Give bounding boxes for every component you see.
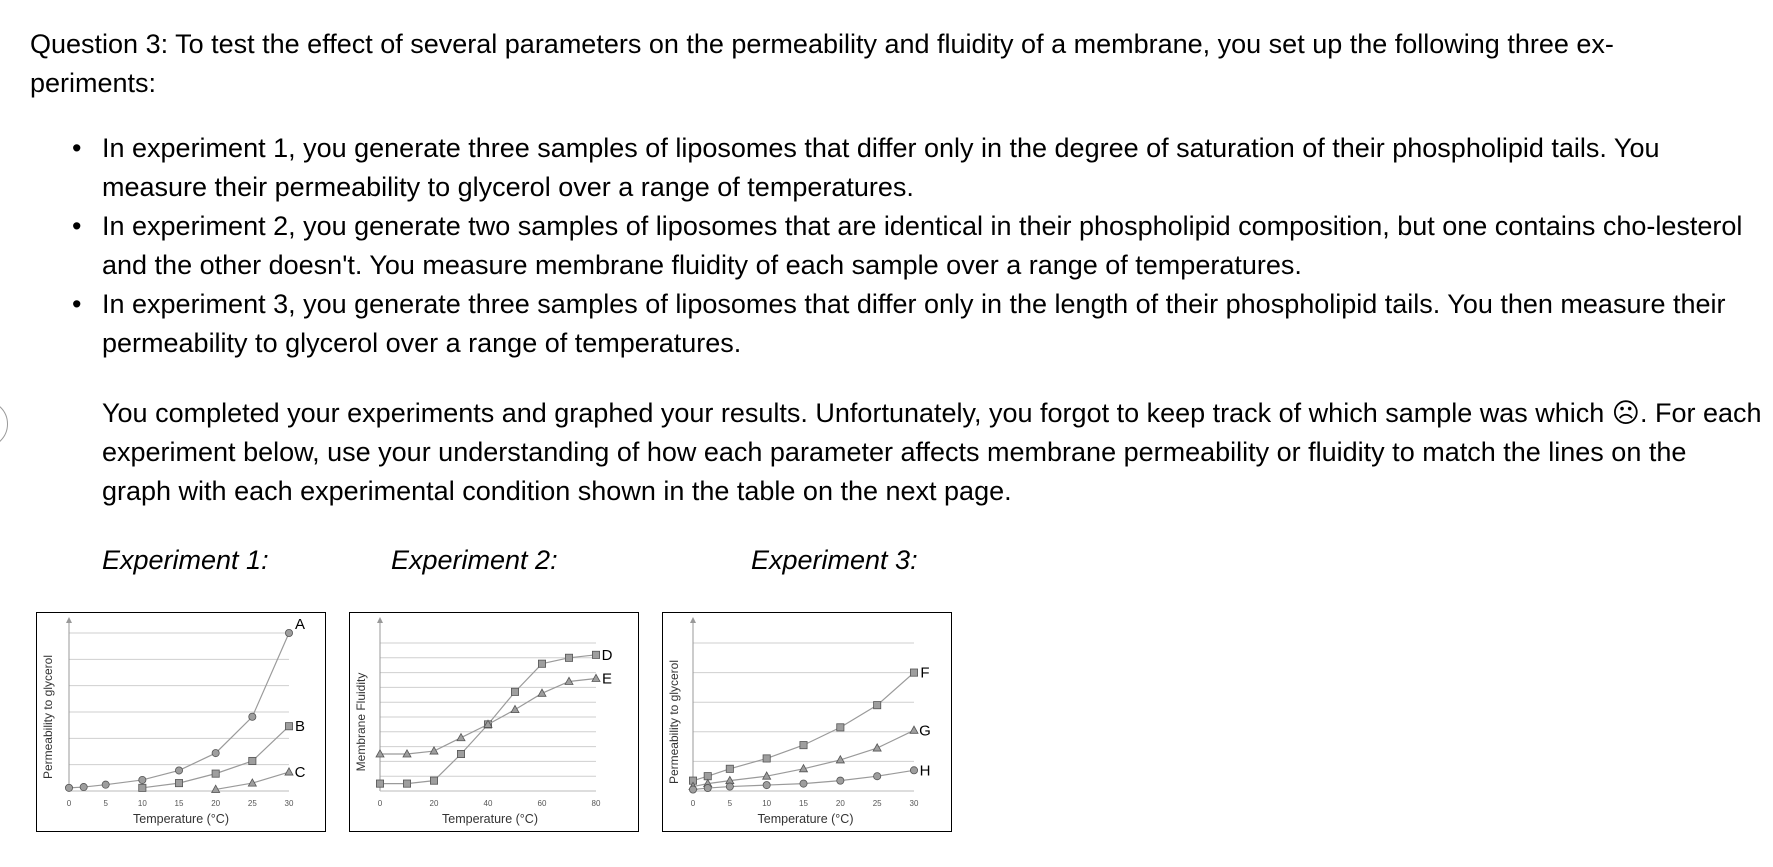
experiment-1-series-b-point (212, 770, 219, 777)
experiment-1-x-tick-label: 10 (137, 799, 147, 808)
instructions-paragraph: You completed your experiments and graphed your results. Unfortunately, you forgot to keep track of which sample was which ☹. For each experiment below, use your understanding of how each parameter affects membrane permeability or fluidity to match the lines on the graph with each experimental condition shown in the table on the next page. (102, 398, 1762, 506)
experiment-1-series-a-point (249, 713, 256, 720)
experiment-3-x-tick-label: 20 (835, 799, 845, 808)
experiment-2-series-d-point (457, 750, 464, 757)
bullet-experiment-3: • In experiment 3, you generate three samples of liposomes that differ only in the length of their phospholipid tails. You then measure their permeability to glycerol over a range of temperatures. (30, 285, 1750, 363)
experiment-1-series-a-point (65, 784, 72, 791)
experiment-1-x-tick-label: 25 (247, 799, 257, 808)
experiment-3-series-f-point (763, 755, 770, 762)
experiment-3-title: Experiment 3: (751, 545, 918, 575)
experiment-3-series-f-point (726, 765, 733, 772)
experiment-1-series-a-point (212, 749, 219, 756)
experiment-2-x-tick-label: 0 (377, 799, 383, 808)
experiment-1-x-tick-label: 5 (103, 799, 108, 808)
experiment-2-series-d-point (403, 780, 410, 787)
experiment-3-series-label: G (919, 722, 931, 740)
experiment-1-series-a-point (139, 776, 146, 783)
experiment-3-series-h-point (763, 781, 770, 788)
experiment-2-x-tick-label: 80 (591, 799, 601, 808)
experiment-3-x-axis-label: Temperature (°C) (757, 812, 854, 826)
experiment-2-series-d-point (376, 780, 383, 787)
experiment-1-series-label: B (294, 718, 306, 736)
experiment-2-series-d-point (430, 777, 437, 784)
bullet-experiment-2: • In experiment 2, you generate two samples of liposomes that are identical in their phospholipid composition, but one contains cho-lesterol and the other doesn't. You measure membrane fluidity of each sample over a range of temperatures. (30, 207, 1750, 285)
experiment-3-series-h-point (689, 786, 696, 793)
experiment-2-graph (349, 612, 639, 832)
experiment-2-series-d-line (380, 655, 596, 784)
experiment-3-series-label: H (919, 762, 931, 780)
bullet-experiment-1: • In experiment 1, you generate three samples of liposomes that differ only in the degree of saturation of their phospholipid tails. You measure their permeability to glycerol over a range of temperatures. (30, 129, 1750, 207)
experiment-3-x-tick-label: 25 (872, 799, 882, 808)
experiment-3-y-axis-label: Permeability to glycerol (667, 659, 681, 785)
experiment-3-x-tick-label: 5 (727, 799, 733, 808)
experiment-3-x-tick-label: 30 (909, 799, 919, 808)
experiment-3-series-h-point (800, 780, 807, 787)
experiment-3-series-f-point (837, 724, 844, 731)
experiment-3-series-h-point (704, 784, 711, 791)
experiment-2-series-e-point (511, 705, 519, 712)
experiment-3-series-f-point (910, 669, 917, 676)
experiment-2-series-d-point (592, 651, 599, 658)
experiment-2-series-label: E (601, 670, 613, 688)
experiment-3-graph (662, 612, 952, 832)
experiment-3-x-tick-label: 0 (690, 799, 696, 808)
experiment-1-series-a-point (175, 767, 182, 774)
experiment-1-series-b-point (249, 757, 256, 764)
experiment-2-series-e-point (430, 747, 438, 754)
experiment-1-x-axis-label: Temperature (°C) (133, 812, 229, 826)
experiment-1-series-label: A (294, 616, 306, 633)
experiment-1-series-b-point (285, 723, 292, 730)
experiment-3-series-h-point (874, 773, 881, 780)
experiment-3-series-g-point (873, 744, 881, 751)
experiment-2-series-label: D (601, 646, 613, 664)
experiment-3-series-g-point (910, 726, 918, 733)
experiment-1-chart (37, 613, 325, 831)
experiment-list (30, 129, 1750, 363)
experiment-3-series-f-point (800, 742, 807, 749)
experiment-2-series-e-point (592, 674, 600, 681)
experiment-3-series-g-line (693, 730, 914, 786)
experiment-2-series-e-point (457, 734, 465, 741)
experiment-1-title: Experiment 1: (102, 545, 269, 575)
experiment-2-y-axis-arrow (377, 617, 383, 623)
experiment-2-x-tick-label: 40 (483, 799, 493, 808)
experiment-1-x-tick-label: 20 (211, 799, 221, 808)
experiment-2-x-tick-label: 60 (537, 799, 547, 808)
experiment-3-series-label: F (920, 664, 930, 682)
experiment-2-series-d-point (511, 688, 518, 695)
experiment-1-y-axis-label: Permeability to glycerol (41, 654, 55, 780)
experiment-2-title: Experiment 2: (391, 545, 558, 575)
experiment-1-series-a-point (285, 629, 292, 636)
experiment-1-y-axis-arrow (66, 617, 72, 623)
experiment-3-series-h-point (726, 783, 733, 790)
question-intro: Question 3: To test the effect of several parameters on the permeability and fluidity of a membrane, you set up the following three ex-periments: (30, 29, 1614, 98)
experiment-1-x-tick-label: 30 (284, 799, 294, 808)
experiment-1-x-tick-label: 0 (66, 799, 72, 808)
experiment-2-x-tick-label: 20 (429, 799, 439, 808)
experiment-3-chart (663, 613, 951, 831)
margin-circle-mark (0, 400, 8, 448)
experiment-2-series-d-point (565, 654, 572, 661)
experiment-1-x-tick-label: 15 (174, 799, 184, 808)
experiment-2-x-axis-label: Temperature (°C) (442, 812, 538, 826)
experiment-2-chart (350, 613, 638, 831)
experiment-3-series-h-point (910, 767, 917, 774)
experiment-3-y-axis-arrow (690, 617, 696, 623)
experiment-3-series-h-point (837, 777, 844, 784)
experiment-3-x-tick-label: 15 (799, 799, 808, 808)
experiment-3-x-tick-label: 10 (762, 799, 772, 808)
experiment-1-series-b-point (175, 780, 182, 787)
experiment-1-series-a-point (102, 781, 109, 788)
experiment-1-graph (36, 612, 326, 832)
experiment-2-series-d-point (538, 660, 545, 667)
experiment-1-series-c-point (285, 768, 293, 775)
experiment-1-series-label: C (294, 764, 306, 782)
experiment-2-series-e-line (380, 679, 596, 754)
experiment-3-series-f-point (874, 702, 881, 709)
experiment-2-y-axis-label: Membrane Fluidity (354, 672, 368, 772)
experiment-1-series-b-point (139, 784, 146, 791)
experiment-1-series-a-point (80, 783, 87, 790)
